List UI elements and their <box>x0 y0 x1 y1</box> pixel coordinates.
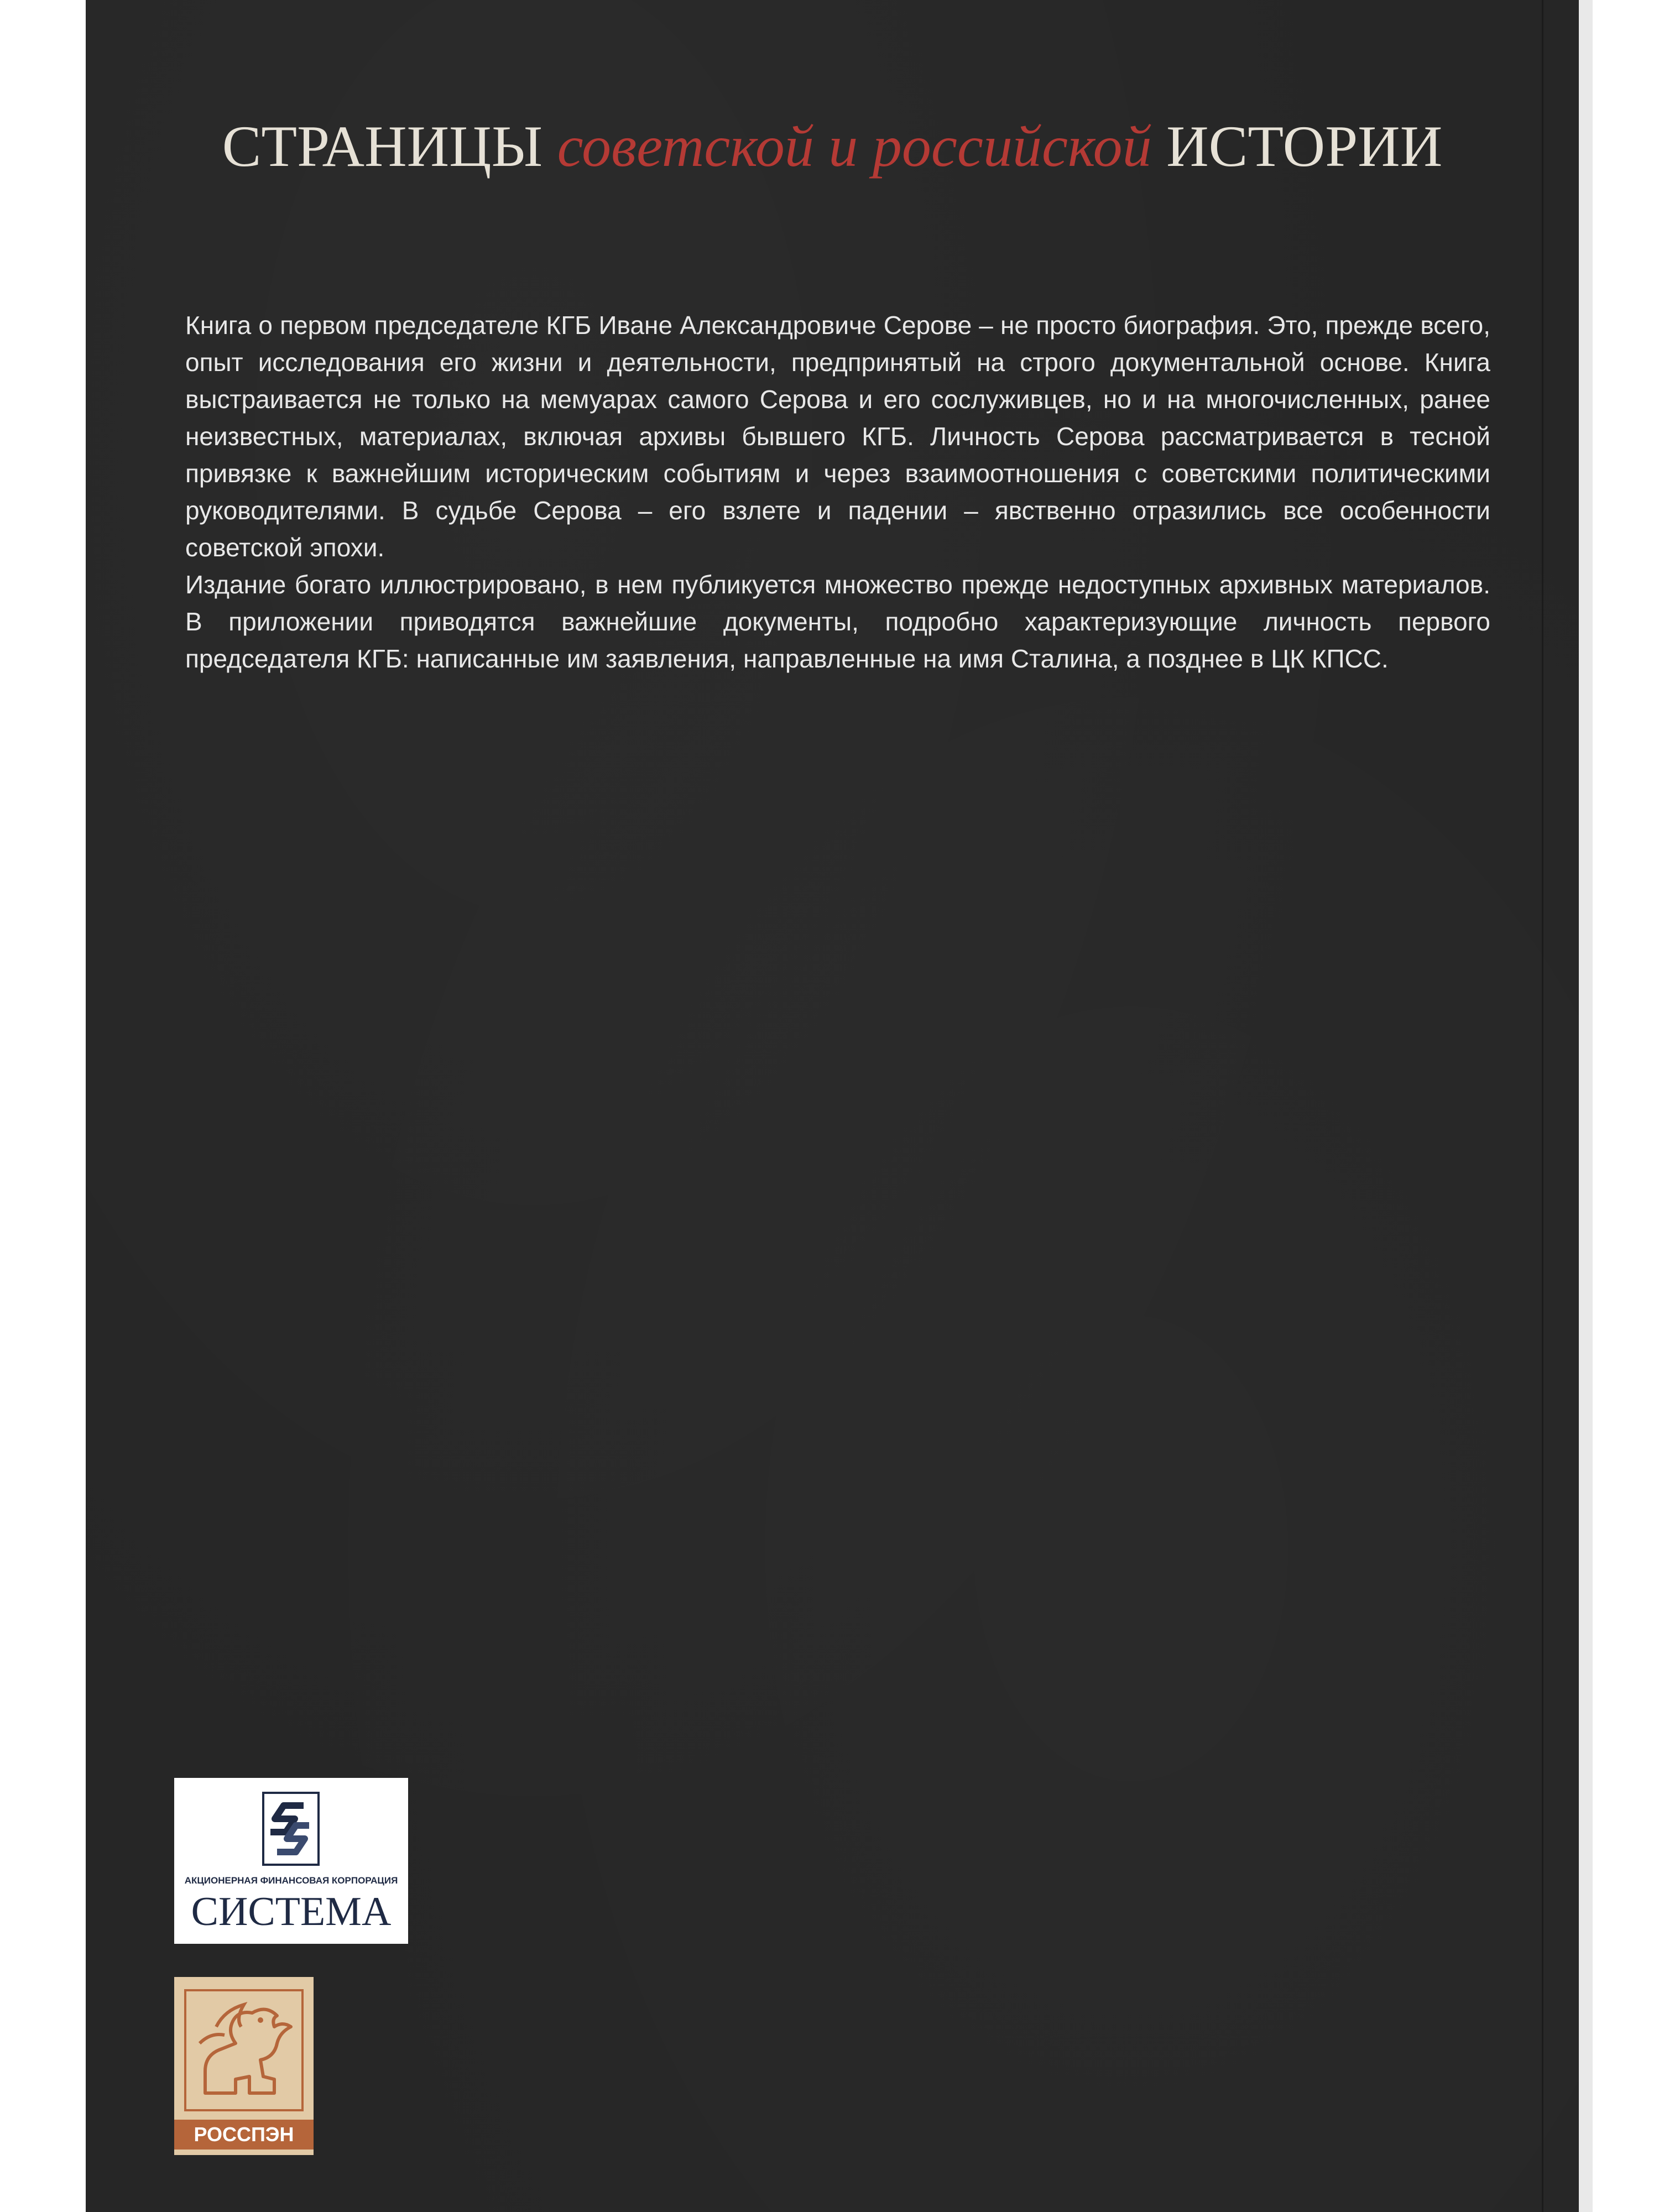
sistema-emblem-icon <box>260 1790 321 1867</box>
rosspen-name: РОССПЭН <box>174 2120 314 2150</box>
griffin-icon <box>183 1988 305 2112</box>
series-title-part1: СТРАНИЦЫ <box>222 114 543 179</box>
description-paragraph-1: Книга о первом председателе КГБ Иване Александровиче Серове – не просто биография. Это, прежде всего, опыт исследования его жизни и деятельности, предпринятый на строго документальной основе. Книга выстраивается не только на мемуарах самого Серова и его сослуживцев, но и на многочисленных, ранее неизвестных, материалах, включая архивы бывшего КГБ. Личность Серова рассматривается в тесной привязке к важнейшим историческим событиям и через взаимоотношения с советскими политическими руководителями. В судьбе Серова – его взлете и падении – явственно отразились все особенности советской эпохи. <box>185 311 1490 562</box>
description-paragraph-2: Издание богато иллюстрировано, в нем публикуется множество прежде недоступных архивных материалов. В приложении приводятся важнейшие документы, подробно характеризующие личность первого председателя КГБ: написанные им заявления, направленные на имя Сталина, а позднее в ЦК КПСС. <box>185 570 1490 673</box>
sistema-name: СИСТЕМА <box>191 1889 392 1934</box>
series-title-part2: советской и российской <box>557 114 1152 179</box>
series-title <box>86 111 1579 182</box>
hinge-groove <box>1542 0 1543 2212</box>
series-title-part3: ИСТОРИИ <box>1166 114 1443 179</box>
book-description <box>185 307 1490 677</box>
sistema-caption: АКЦИОНЕРНАЯ ФИНАНСОВАЯ КОРПОРАЦИЯ <box>184 1875 398 1886</box>
rosspen-logo <box>174 1977 314 2155</box>
sistema-logo <box>174 1778 408 1944</box>
cover-edge <box>1579 0 1593 2212</box>
